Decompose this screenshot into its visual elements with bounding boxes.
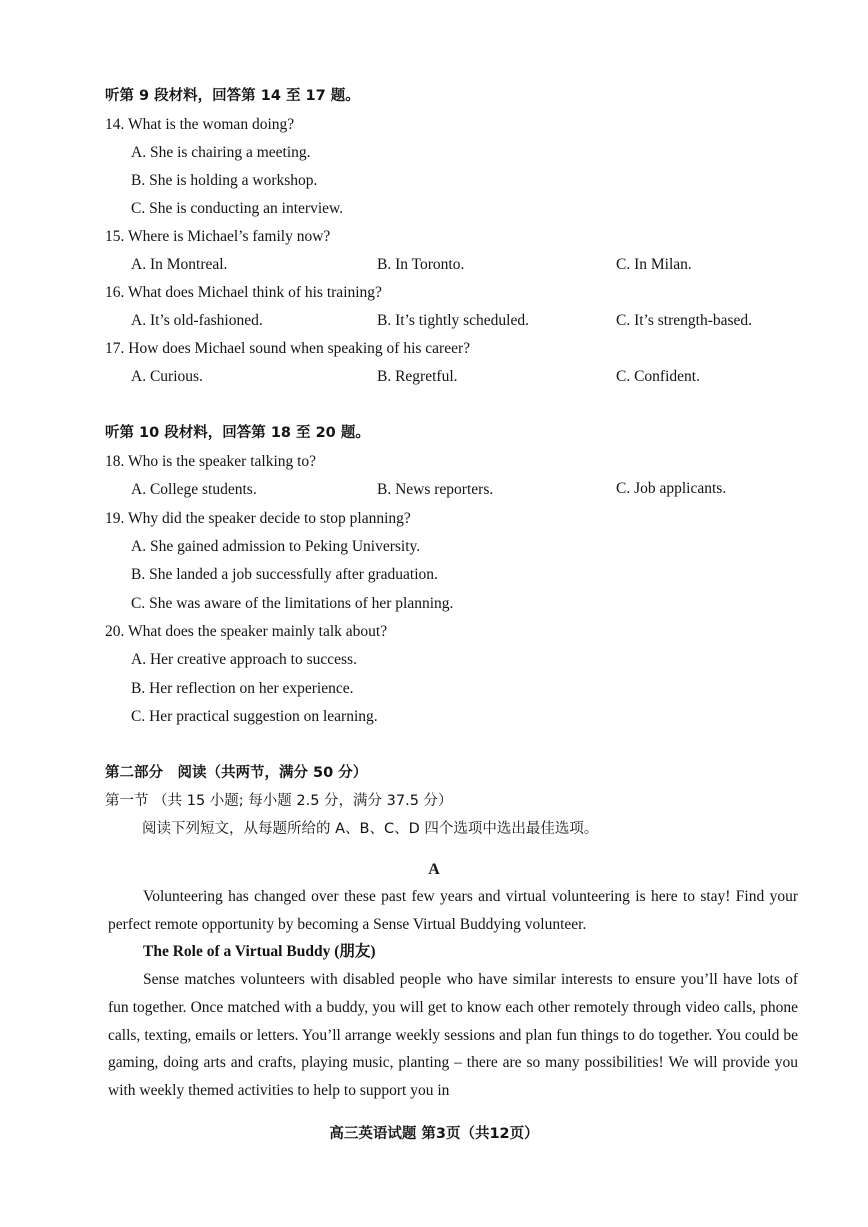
q16-option-a: A. It’s old-fashioned.: [131, 312, 263, 329]
q18-option-c: C. Job applicants.: [616, 480, 727, 497]
q18-option-a: A. College students.: [131, 481, 257, 498]
q17-option-b: B. Regretful.: [377, 368, 458, 385]
q20-option-b: B. Her reflection on her experience.: [131, 680, 354, 697]
part2-title: 第二部分 阅读（共两节，满分 50 分）: [105, 765, 368, 781]
section10-header: 听第 10 段材料，回答第 18 至 20 题。: [105, 425, 370, 441]
q20-option-c: C. Her practical suggestion on learning.: [131, 708, 378, 725]
q17-option-a: A. Curious.: [131, 368, 203, 385]
passage-letter: A: [428, 861, 440, 878]
q14-stem: 14. What is the woman doing?: [105, 116, 295, 133]
q15-stem: 15. Where is Michael’s family now?: [105, 228, 331, 245]
q15-option-a: A. In Montreal.: [131, 256, 228, 273]
part2-section1: 第一节 （共 15 小题; 每小题 2.5 分，满分 37.5 分）: [105, 793, 453, 809]
q19-stem: 19. Why did the speaker decide to stop planning?: [105, 510, 411, 527]
part2-instruction: 阅读下列短文，从每题所给的 A、B、C、D 四个选项中选出最佳选项。: [142, 821, 599, 837]
q18-stem: 18. Who is the speaker talking to?: [105, 453, 317, 470]
section9-header: 听第 9 段材料，回答第 14 至 17 题。: [105, 88, 360, 104]
passage-subtitle: The Role of a Virtual Buddy (朋友): [143, 943, 376, 960]
q16-option-b: B. It’s tightly scheduled.: [377, 312, 529, 329]
q16-stem: 16. What does Michael think of his training?: [105, 284, 382, 301]
q17-stem: 17. How does Michael sound when speaking of his career?: [105, 340, 471, 357]
q15-option-c: C. In Milan.: [616, 256, 692, 273]
q15-option-b: B. In Toronto.: [377, 256, 465, 273]
passage-paragraph-1-text: Volunteering has changed over these past few years and virtual volunteering is here to stay! Find your perfect remote opportunity by becoming a Sense Virtual Buddying volunteer.: [108, 888, 798, 933]
passage-paragraph-1: [108, 883, 798, 939]
q17-option-c: C. Confident.: [616, 368, 700, 385]
q19-option-c: C. She was aware of the limitations of her planning.: [131, 595, 454, 612]
page-footer: 高三英语试题 第3页（共12页）: [329, 1126, 539, 1142]
q18-option-b: B. News reporters.: [377, 481, 494, 498]
passage-paragraph-2-text: Sense matches volunteers with disabled people who have similar interests to ensure you’ll have lots of fun together. Once matched with a buddy, you will get to know each other remotely through video calls, phone calls, texting, emails or letters. You’ll arrange weekly sessions and plan fun things to do together. You could be gaming, doing arts and crafts, playing music, planting – there are so many possibilities! We will provide you with weekly themed activities to help to support you in: [108, 971, 798, 1100]
q16-option-c: C. It’s strength-based.: [616, 312, 753, 329]
q20-option-a: A. Her creative approach to success.: [131, 651, 357, 668]
q19-option-b: B. She landed a job successfully after graduation.: [131, 566, 438, 583]
q20-stem: 20. What does the speaker mainly talk about?: [105, 623, 388, 640]
passage-paragraph-2: [108, 966, 798, 1105]
q19-option-a: A. She gained admission to Peking University.: [131, 538, 421, 555]
q14-option-a: A. She is chairing a meeting.: [131, 144, 311, 161]
q14-option-c: C. She is conducting an interview.: [131, 200, 344, 217]
q14-option-b: B. She is holding a workshop.: [131, 172, 318, 189]
